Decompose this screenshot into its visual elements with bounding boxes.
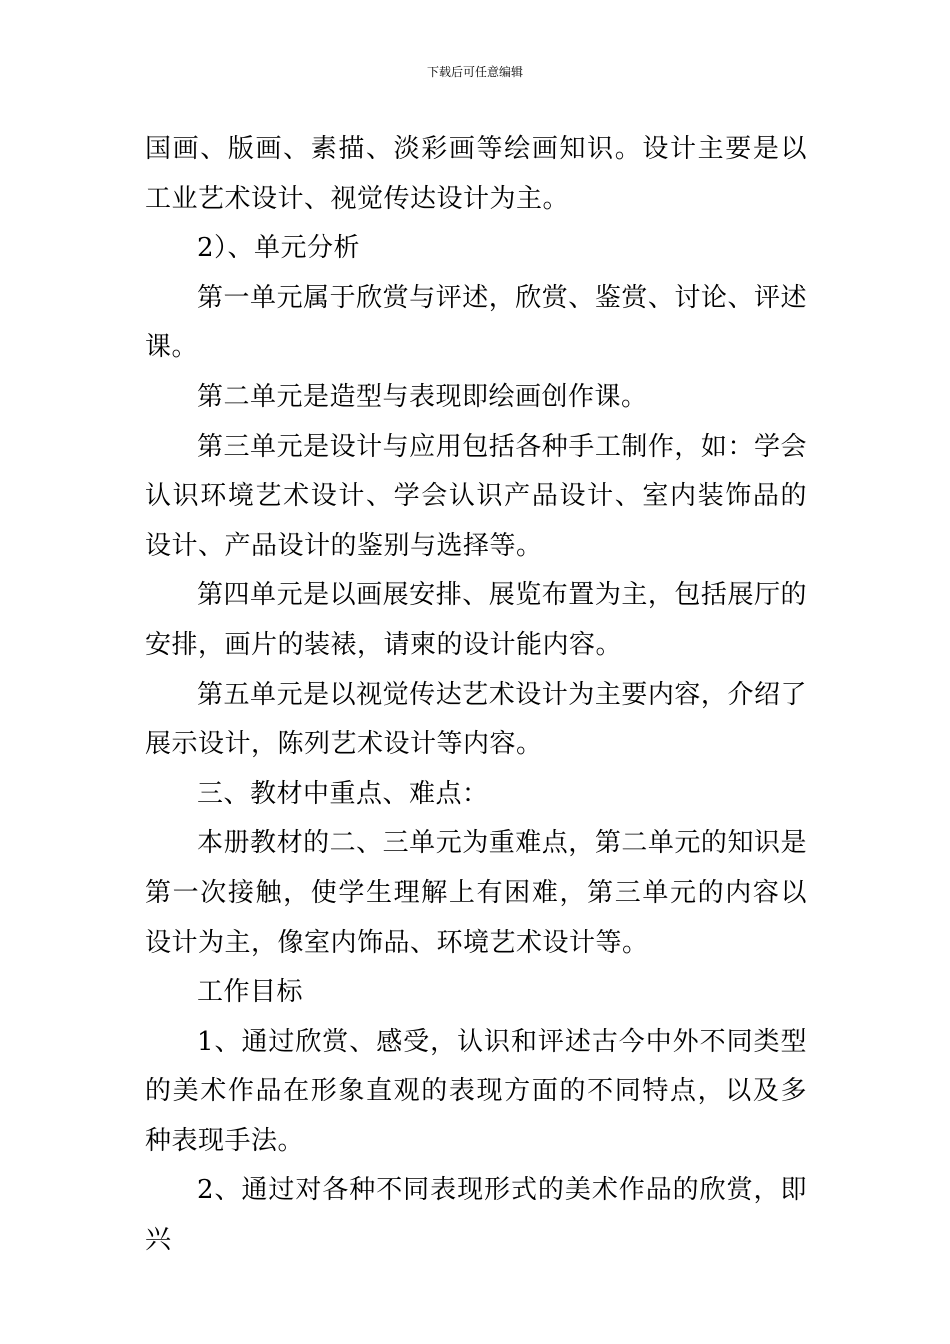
paragraph: 2）、单元分析 <box>197 233 361 264</box>
paragraph: 本册教材的二、三单元为重难点，第二单元的知识是第一次接触，使学生理解上有困难，第三单元的内容以设计为主，像室内饰品、环境艺术设计等。 <box>145 828 807 958</box>
page-header: 下载后可任意编辑 <box>426 65 523 79</box>
paragraph: 2、通过对各种不同表现形式的美术作品的欣赏，即兴 <box>145 1175 807 1256</box>
paragraph: 1、通过欣赏、感受，认识和评述古今中外不同类型的美术作品在形象直观的表现方面的不同特点，以及多种表现手法。 <box>145 1026 807 1156</box>
paragraph: 第四单元是以画展安排、展览布置为主，包括展厅的安排，画片的装裱，请柬的设计能内容。 <box>145 580 807 660</box>
paragraph: 第三单元是设计与应用包括各种手工制作，如：学会认识环境艺术设计、学会认识产品设计、室内装饰品的设计、产品设计的鉴别与选择等。 <box>145 431 807 561</box>
document-body <box>145 125 807 1266</box>
paragraph: 第五单元是以视觉传达艺术设计为主要内容，介绍了展示设计，陈列艺术设计等内容。 <box>145 679 807 760</box>
section-heading: 三、教材中重点、难点： <box>197 778 489 809</box>
paragraph: 国画、版画、素描、淡彩画等绘画知识。设计主要是以工业艺术设计、视觉传达设计为主。 <box>145 134 807 214</box>
paragraph: 第一单元属于欣赏与评述，欣赏、鉴赏、讨论、评述课。 <box>145 282 807 363</box>
section-heading: 工作目标 <box>197 977 304 1008</box>
paragraph: 第二单元是造型与表现即绘画创作课。 <box>197 381 648 412</box>
